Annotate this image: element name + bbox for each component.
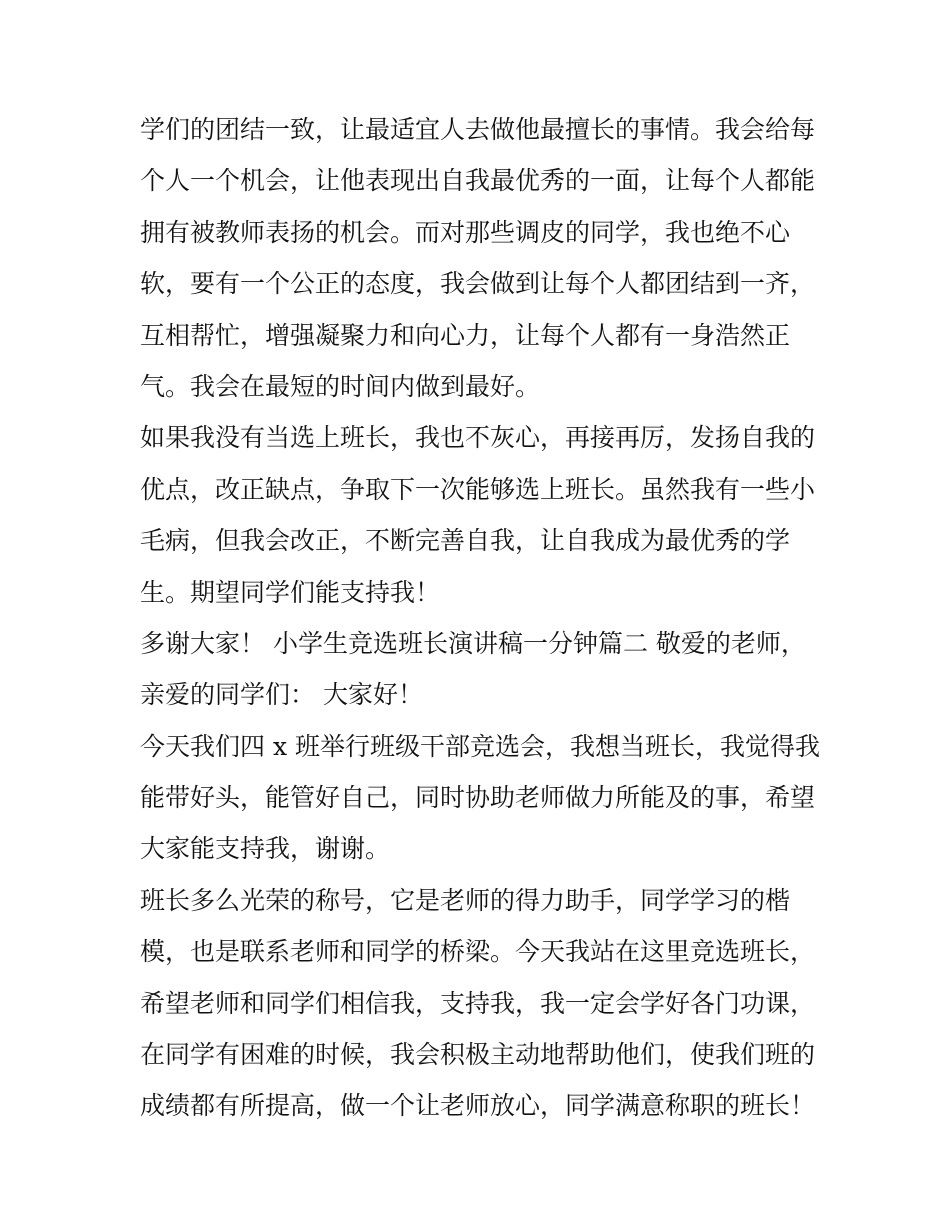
- text-line: 学们的团结一致，让最适宜人去做他最擅长的事情。我会给每: [140, 115, 816, 144]
- text-line: 软，要有一个公正的态度，我会做到让每个人都团结到一齐，: [140, 269, 816, 299]
- body-text: [140, 104, 820, 1132]
- text-line: 优点，改正缺点，争取下一次能够选上班长。虽然我有一些小: [140, 474, 816, 504]
- text-line: 大家能支持我，谢谢。: [140, 834, 391, 864]
- text-line: 能带好头，能管好自己，同时协助老师做力所能及的事，希望: [140, 783, 816, 813]
- text-line: 气。我会在最短的时间内做到最好。: [140, 371, 541, 401]
- text-line: 如果我没有当选上班长，我也不灰心，再接再厉，发扬自我的: [140, 423, 816, 453]
- text-line: 互相帮忙，增强凝聚力和向心力，让每个人都有一身浩然正: [140, 320, 791, 350]
- text-line: 在同学有困难的时候，我会积极主动地帮助他们，使我们班的: [140, 1040, 816, 1070]
- text-line: 模，也是联系老师和同学的桥梁。今天我站在这里竞选班长，: [140, 937, 816, 967]
- text-line: 毛病，但我会改正，不断完善自我，让自我成为最优秀的学: [140, 526, 791, 556]
- text-line: 个人一个机会，让他表现出自我最优秀的一面，让每个人都能: [140, 166, 816, 196]
- text-line: 生。期望同学们能支持我！: [140, 577, 441, 607]
- text-line: 希望老师和同学们相信我，支持我，我一定会学好各门功课，: [140, 988, 816, 1018]
- text-line: 成绩都有所提高，做一个让老师放心，同学满意称职的班长！: [140, 1091, 816, 1121]
- text-line: 今天我们四 x 班举行班级干部竞选会，我想当班长，我觉得我: [140, 731, 820, 761]
- text-line: 拥有被教师表扬的机会。而对那些调皮的同学，我也绝不心: [140, 217, 791, 247]
- text-line: 班长多么光荣的称号，它是老师的得力助手，同学学习的楷: [140, 885, 791, 915]
- text-line: 亲爱的同学们： 大家好！: [140, 680, 423, 710]
- text-line: 多谢大家！ 小学生竞选班长演讲稿一分钟篇二 敬爱的老师，: [140, 628, 806, 658]
